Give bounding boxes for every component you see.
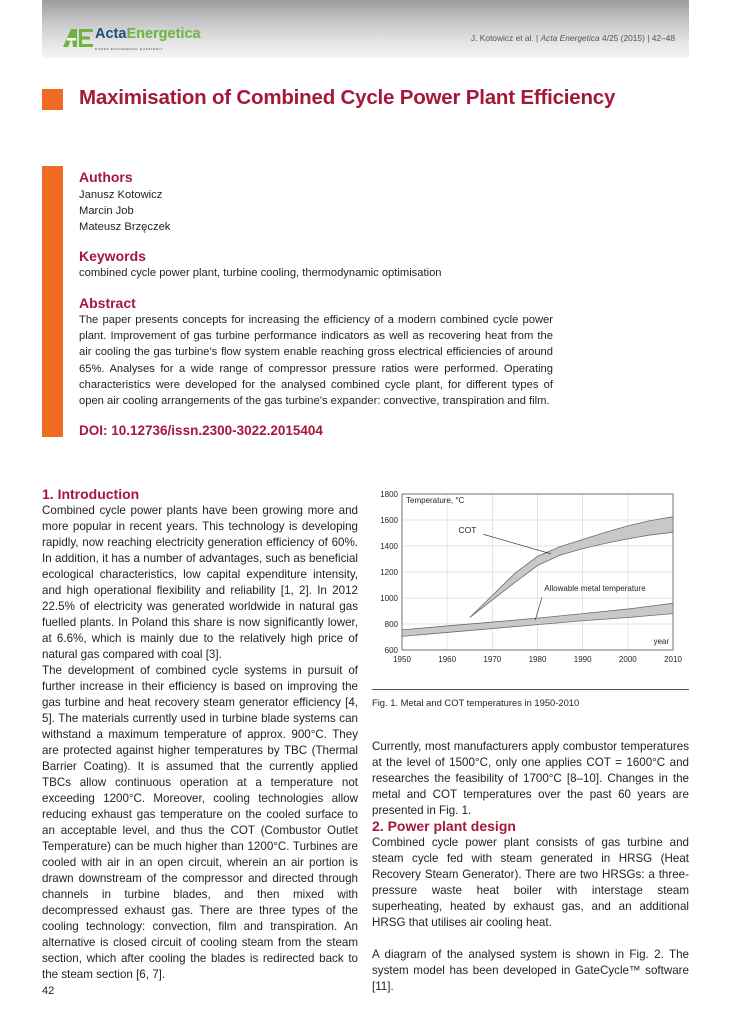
right-column-paragraph: Currently, most manufacturers apply combustor temperatures at the level of 1500°C, only one applies COT = 1600°C and researches the feasibility of 1700°C [8–10]. Changes in the metal and COT temperatures over the past 60 years are presented in Fig. 1. [372, 740, 689, 817]
chart-y-tick-label: 1400 [380, 542, 398, 551]
chart-x-axis-label: year [653, 637, 669, 646]
citation-reference [471, 33, 675, 43]
acta-energetica-logo-icon [63, 27, 94, 47]
authors-block [79, 169, 170, 235]
cot-series-band [470, 517, 673, 618]
abstract-text: The paper presents concepts for increasing the efficiency of a modern combined cycle power plant. Improvement of gas turbine performance indicators as well as recovering heat from the air cooling the gas turbine’s flow system enable reaching gross electrical efficiencies of around 65%. Analyses for a wide range of compressor pressure ratios were performed. Operating characteristics were developed for the analysed combined cycle plant, for different types of open air cooling arrangements of the gas turbine’s expander: convective, transpiration and film. [79, 314, 553, 408]
journal-logo [63, 27, 201, 49]
author-name: Marcin Job [79, 205, 134, 217]
metal-annotation-label: Allowable metal temperature [544, 583, 646, 593]
chart-y-tick-label: 800 [384, 620, 398, 629]
logo-tagline: POWER ENGINEERING QUARTERLY [95, 47, 164, 51]
section-2-body [372, 835, 689, 995]
page-number: 42 [42, 985, 55, 997]
citation-journal: Acta Energetica [540, 33, 600, 43]
authors-heading: Authors [79, 169, 133, 185]
chart-x-tick-label: 1990 [573, 655, 592, 664]
journal-header-band [42, 0, 689, 58]
section-1-paragraph: Combined cycle power plants have been growing more and more popular in recent years. This technology is developing rapidly, now reaching electricity generation efficiency of 60%. In addition, it has a number of advantages, such as beneficial ecological characteristics, low capital expenditure intensity, and high operational flexibility and reliability [1, 2]. In 2012 22.5% of electricity was generated worldwide in natural gas fuelled plants. In Poland this share is now significantly lower, at 6.6%, which is mainly due to the relatively high price of natural gas compared with coal [3]. [42, 504, 358, 661]
figure-1-caption: Fig. 1. Metal and COT temperatures in 1950-2010 [372, 697, 580, 708]
section-2-paragraph: A diagram of the analysed system is shown in Fig. 2. The system model has been developed in GateCycle™ software [11]. [372, 948, 689, 993]
paper-title: Maximisation of Combined Cycle Power Plant Efficiency [79, 86, 616, 109]
chart-x-tick-label: 2000 [618, 655, 637, 664]
doi-link[interactable]: DOI: 10.12736/issn.2300-3022.2015404 [79, 423, 323, 438]
right-column-intro [372, 739, 689, 819]
chart-x-tick-label: 1950 [393, 655, 411, 664]
citation-pages: | 42–48 [647, 33, 675, 43]
abstract-block [79, 295, 553, 409]
cot-annotation-leader [483, 534, 551, 554]
author-name: Janusz Kotowicz [79, 189, 163, 201]
citation-sep: | [533, 33, 541, 43]
figure-1-chart [372, 484, 690, 674]
keywords-text: combined cycle power plant, turbine cooling, thermodynamic optimisation [79, 267, 442, 279]
section-1-heading: 1. Introduction [42, 486, 140, 502]
chart-y-tick-label: 1800 [380, 490, 398, 499]
journal-logo-wordmark [95, 27, 201, 56]
cot-annotation-label: COT [458, 525, 477, 535]
keywords-heading: Keywords [79, 248, 146, 264]
title-accent-square [42, 89, 63, 110]
section-1-body [42, 503, 358, 983]
logo-name-part-a: Acta [95, 26, 127, 42]
logo-name-part-b: Energetica [126, 26, 201, 42]
chart-x-tick-label: 2010 [664, 655, 682, 664]
metal-annotation-leader [535, 597, 542, 620]
abstract-heading: Abstract [79, 295, 136, 311]
chart-y-axis-label: Temperature, °C [406, 496, 465, 505]
section-2-heading: 2. Power plant design [372, 818, 516, 834]
meta-accent-bar [42, 166, 63, 437]
chart-y-tick-label: 1600 [380, 516, 398, 525]
chart-y-tick-label: 600 [384, 646, 398, 655]
section-2-paragraph: Combined cycle power plant consists of gas turbine and steam cycle fed with steam generated in HRSG (Heat Recovery Steam Generator). There are two HRSGs: a three-pressure waste heat boiler with interstage steam superheating, heated by exhaust gas, and an additional HRSG that utilises air cooling heat. [372, 836, 689, 929]
citation-authors: J. Kotowicz et al. [470, 33, 534, 43]
author-name: Mateusz Brzęczek [79, 221, 171, 233]
section-1-paragraph: The development of combined cycle systems in pursuit of further increase in their efficiency is based on improving the gas turbine and heat recovery steam generator efficiency [4, 5]. The materials currently used in turbine blade systems can withstand a maximum temperature of approx. 900°C. They are protected against higher temperatures by TBC (Thermal Barrier Coating). It is assumed that the currently applied TBCs allow continuous operation at a temperature not exceeding 1200°C. Moreover, cooling technologies allow reducing exhaust gas temperature on the cooled surface to an acceptable level, and thus the COT (Combustor Outlet Temperature) can be much higher than 1200°C. Turbines are cooled with air in an open circuit, wherein an air portion is drawn downstream of the compressor and directed through channels in turbine blades, and then mixed with decompressed exhaust gas. There are three types of the cooling technology: convection, film and transpiration. An alternative is closed circuit of cooling steam from the steam section, which after cooling the blades is redirected back to the steam section [6, 7]. [42, 664, 358, 981]
citation-issue: 4/25 (2015) [599, 33, 648, 43]
chart-x-tick-label: 1960 [438, 655, 457, 664]
chart-x-tick-label: 1970 [483, 655, 502, 664]
figure-caption-rule [372, 689, 689, 690]
chart-y-tick-label: 1200 [380, 568, 398, 577]
keywords-block [79, 248, 442, 281]
chart-y-tick-label: 1000 [380, 594, 398, 603]
chart-x-tick-label: 1980 [528, 655, 547, 664]
